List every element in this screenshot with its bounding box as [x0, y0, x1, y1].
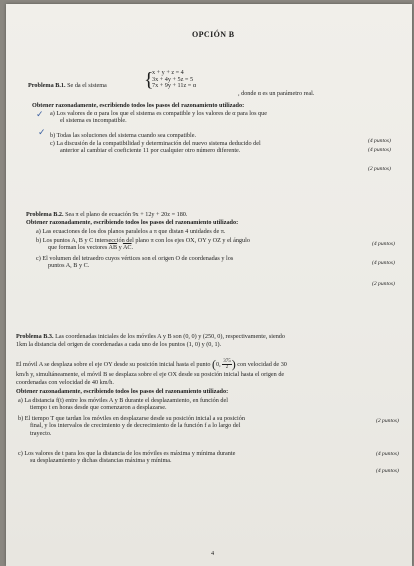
item-label: b) — [36, 237, 42, 244]
point-x: 0, — [216, 360, 221, 368]
fraction-numerator: 375 — [223, 359, 231, 364]
problem-b3-text: Las coordenadas iniciales de los móviles A y B son (0, 0) y (250, 0), respectivamente, siendo — [55, 333, 285, 340]
points-b2-b: (4 puntos) — [372, 260, 395, 266]
problem-b2-item-a — [36, 228, 225, 235]
item-label: c) — [18, 450, 23, 457]
points-b1-c: (2 puntos) — [368, 166, 391, 172]
pen-check-icon: ✓ — [36, 110, 44, 120]
item-label: a) — [18, 397, 23, 404]
problem-b3-line-4: km/h y, simultáneamente, el móvil B se desplaza sobre el eje OX desde su posición inicial hasta el origen de — [16, 371, 285, 378]
fraction-denominator: 2 — [225, 365, 229, 370]
problem-b3-text: con velocidad de 30 — [237, 360, 287, 368]
problem-b3-item-a — [18, 397, 228, 412]
problem-b1-intro-text: Se da el sistema — [67, 82, 107, 89]
problem-b3-line-1 — [16, 333, 285, 340]
item-label: a) — [50, 110, 55, 117]
points-b1-a: (4 puntos) — [368, 138, 391, 144]
system-brace: { — [144, 69, 154, 91]
item-text: El volumen del tetraedro cuyos vértices son el origen O de coordenadas y los — [42, 255, 234, 262]
problem-b2-intro-text: Sea π el plano de ecuación 9x + 12y + 20z = 180. — [65, 211, 188, 218]
problem-b2-item-b — [36, 237, 250, 252]
equation-2: 3x + 4y + 5z = 5 — [152, 75, 194, 83]
points-b3-b: (4 puntos) — [376, 451, 399, 457]
equation-system — [152, 70, 196, 90]
item-text: final, y los intervalos de crecimiento y de decrecimiento de la función f a lo largo del — [30, 422, 241, 430]
pen-check-icon: ✓ — [38, 128, 46, 138]
item-text: el sistema es incompatible. — [60, 117, 127, 125]
item-text: trayecto. — [30, 429, 52, 437]
problem-b3-line-5: coordenadas con velocidad de 40 km/h. — [16, 379, 114, 386]
problem-b3-line-3 — [16, 356, 287, 371]
item-text: Todas las soluciones del sistema cuando sea compatible. — [56, 132, 197, 139]
item-text: tiempo t en horas desde que comenzaron a desplazarse. — [30, 404, 167, 412]
vector-ac: $\overline{AC}$ — [122, 244, 132, 252]
item-text: su desplazamiento y dichas distancias máxima y mínima. — [30, 457, 172, 465]
item-text: que forman los vectores — [48, 244, 109, 252]
problem-b1-instruction: Obtener razonadamente, escribiendo todos los pasos del razonamiento utilizado: — [32, 102, 245, 109]
points-b2-c: (2 puntos) — [372, 281, 395, 287]
problem-b1-item-a — [50, 110, 267, 125]
item-text: El tiempo T que tardan los móviles en desplazarse desde su posición inicial a su posición — [24, 415, 245, 422]
points-b1-b: (4 puntos) — [368, 147, 391, 153]
page-number: 4 — [211, 550, 215, 557]
problem-b2-item-c — [36, 255, 233, 270]
item-text: . — [131, 244, 134, 252]
problem-b3-text: El móvil A se desplaza sobre el eje OY desde su posición inicial hasta el punto — [16, 360, 211, 368]
fraction — [222, 359, 232, 370]
problem-b2-intro — [26, 211, 187, 218]
vector-ab: $\overline{AB}$ — [108, 244, 118, 252]
problem-b2-instruction: Obtener razonadamente, escribiendo todos los pasos del razonamiento utilizado: — [26, 219, 239, 226]
points-b2-a: (4 puntos) — [372, 241, 395, 247]
problem-b3-item-b — [18, 415, 245, 437]
item-label: b) — [50, 132, 56, 139]
item-text: La discusión de la compatibilidad y determinación del nuevo sistema deducido del — [56, 140, 261, 147]
problem-b1-after: , donde α es un parámetro real. — [238, 90, 315, 97]
item-text: Los valores de α para los que el sistema es compatible y los valores de α para los que — [56, 110, 267, 117]
equation-3: 7x + 9y + 11z = α — [152, 82, 197, 90]
item-label: a) — [36, 228, 41, 235]
open-paren: ( — [212, 356, 217, 371]
item-text: anterior al cambiar el coeficiente 11 por cualquier otro número diferente. — [60, 147, 241, 155]
problem-b3-heading: Problema B.3. — [16, 333, 54, 340]
item-text: Los valores de t para los que la distancia de los móviles es máxima y mínima durante — [24, 450, 236, 457]
problem-b2-heading: Problema B.2. — [26, 211, 64, 218]
item-text: La distancia f(t) entre los móviles A y B durante el desplazamiento, en función del — [24, 397, 228, 404]
item-text: Los puntos A, B y C intersección del plano π con los ejes OX, OY y OZ y el ángulo — [42, 237, 250, 244]
problem-b1-intro — [28, 82, 107, 89]
item-text: puntos A, B y C. — [48, 262, 90, 270]
problem-b3-item-c — [18, 450, 235, 465]
points-b3-a: (2 puntos) — [376, 418, 399, 424]
points-b3-c: (4 puntos) — [376, 468, 399, 474]
problem-b1-item-c — [50, 140, 261, 155]
close-paren: ) — [231, 356, 236, 371]
equation-1: x + y + z = 4 — [152, 69, 184, 76]
problem-b3-instruction: Obtener razonadamente, escribiendo todos los pasos del razonamiento utilizado: — [16, 388, 229, 395]
problem-b3-line-2: 1km la distancia del origen de coordenadas a cada uno de los puntos (1, 0) y (0, 1). — [16, 341, 222, 348]
option-title: OPCIÓN B — [192, 30, 235, 39]
item-label: c) — [36, 255, 41, 262]
item-label: b) — [18, 415, 24, 422]
item-label: c) — [50, 140, 55, 147]
item-text: y — [117, 244, 123, 252]
problem-b1-item-b — [50, 132, 196, 139]
problem-b1-heading: Problema B.1. — [28, 82, 66, 89]
exam-page — [6, 4, 412, 566]
item-text: Las ecuaciones de los dos planos paralelos a π que distan 4 unidades de π. — [42, 228, 226, 235]
